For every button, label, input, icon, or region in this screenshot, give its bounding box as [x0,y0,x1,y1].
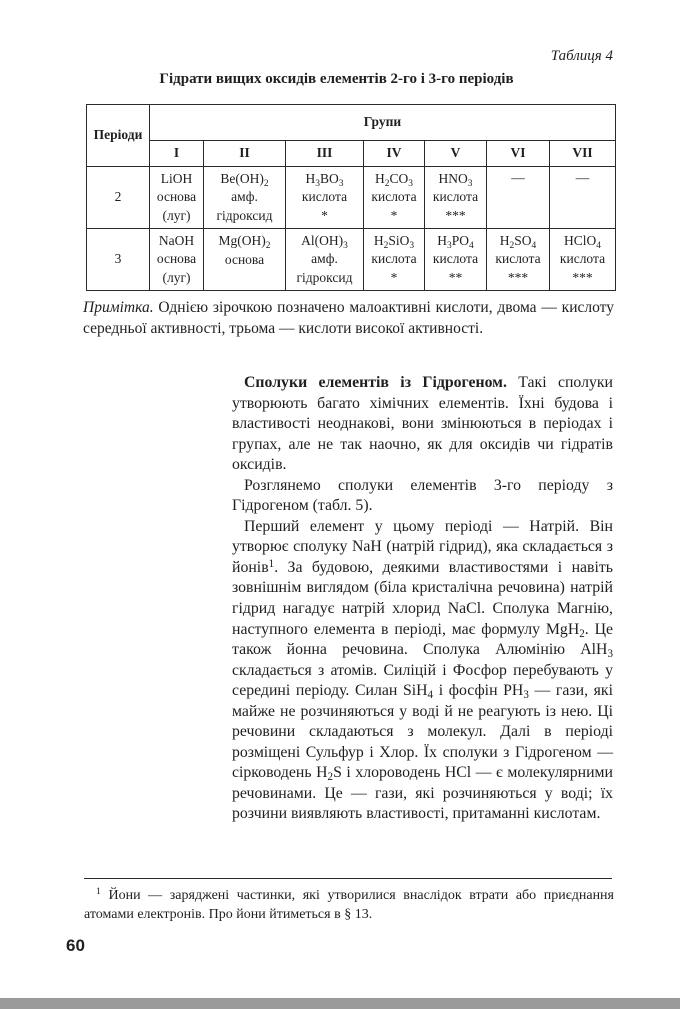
empty-cell: — [487,167,550,229]
header-groups: Групи [150,105,616,141]
group-header: IV [364,141,425,167]
group-header: I [150,141,204,167]
empty-cell: — [550,167,616,229]
table-row [87,167,616,229]
hydrate-extra: (луг) [162,207,191,223]
formula: $H_2SiO_3$ [373,232,415,251]
note-text: Однією зірочкою позначено малоактивні кислоти, двома — кислоту середньої активності, трьома — кислоти високої активності. [83,299,614,337]
hydrate-type: амф. [311,251,338,267]
header-periods: Періоди [87,105,150,167]
hydrate-cell [286,229,364,291]
hydrate-type: кислота [301,189,348,205]
formula: $H_3PO_4$ [437,232,474,251]
table-note [83,298,614,339]
hydrates-table [86,104,616,291]
section-heading: Сполуки елементів із Гідрогеном. [244,374,507,391]
hydrate-cell [550,229,616,291]
hydrate-type: основа [156,251,197,267]
hydrate-cell [204,167,286,229]
hydrate-extra: * [390,207,398,223]
hydrate-cell [204,229,286,291]
footnote: $^1$ Йони — заряджені частинки, які утворилися внаслідок втрати або приєднання атомами електронів. Про йони йтиметься в § 13. [84,886,614,922]
hydrate-extra: *** [445,207,466,223]
formula: LiOH [160,170,193,186]
formula: HClO$_4$ [564,232,601,251]
hydrate-type: амф. [231,189,258,205]
footnote-mark: 1 [96,886,101,897]
formula: $H_2SO_4$ [499,232,537,251]
formula: $H_2CO_3$ [375,170,413,189]
hydrate-type: основа [224,251,265,267]
group-header: III [286,141,364,167]
formula: $HNO_3$ [438,170,473,189]
hydrate-extra: * [390,269,398,285]
hydrate-extra: ** [448,269,463,285]
hydrate-type: кислота [432,189,479,205]
body-text [232,373,613,825]
period-cell: 2 [87,167,150,229]
page-number: 60 [66,936,85,955]
group-header: VI [487,141,550,167]
hydrate-type: кислота [371,189,417,205]
group-header: VII [550,141,616,167]
hydrate-extra: гідроксид [296,269,353,285]
footnote-ref[interactable]: 1 [268,557,275,570]
table-title: Гідрати вищих оксидів елементів 2-го і 3-го періодів [159,71,514,87]
paragraph: Перший елемент у цьому періоді — Натрій. Він утворює сполуку NaH (натрій гідрид), яка складається з йонів$^1$. За будовою, деякими властивостями і навіть зовнішнім виглядом (біла кристалічна речовина) натрій гідрид нагадує натрій хлорид NaCl. Сполука Магнію, наступного елемента в періоді, має формулу MgH$_2$. Це також йонна речовина. Сполука Алюмінію AlH$_3$ складається з атомів. Силіцій і Фосфор перебувають у середині періоду. Силан SiH$_4$ і фосфін $PH_3$ — гази, які майже не розчиняються у воді й не реагують із нею. Ці речовини складаються з молекул. Далі в періоді розміщені Сульфур і Хлор. Їх сполуки з Гідрогеном — сірководень $H_2S$ і хлороводень HCl — є молекулярними речовинами. Це — гази, які розчиняються у воді; їх розчини виявляють властивості, притаманні кислотам. [232,517,613,823]
formula: $Mg(OH)_2$ [218,233,271,251]
hydrate-extra: (луг) [162,269,191,285]
formula: NaOH [158,232,195,248]
formula: $Al(OH)_3$ [301,232,348,251]
hydrate-type: кислота [559,251,606,267]
group-header: V [425,141,487,167]
hydrate-type: основа [156,189,197,205]
hydrate-extra: * [321,207,328,223]
hydrate-type: кислота [495,251,541,267]
formula: $Be(OH)_2$ [220,170,269,189]
hydrate-cell [487,229,550,291]
hydrate-cell [364,229,425,291]
hydrate-cell [150,229,204,291]
hydrate-cell [425,167,487,229]
hydrate-extra: *** [572,269,593,285]
hydrate-cell [286,167,364,229]
hydrate-cell [364,167,425,229]
bottom-bar [0,998,680,1009]
hydrate-cell [150,167,204,229]
hydrate-type: кислота [371,251,417,267]
hydrate-extra: *** [507,269,529,285]
paragraph: Сполуки елементів із Гідрогеном. Такі сполуки утворюють багато хімічних елементів. Їхні будова і властивості неоднакові, вони змінюються в періодах і групах, але не так наочно, як для оксидів чи гідратів оксидів. [232,374,614,474]
period-cell: 3 [87,229,150,291]
table-label: Таблиця 4 [550,48,613,64]
hydrate-type: кислота [432,251,479,267]
table-row [87,229,616,291]
formula: $H_3BO_3$ [305,170,344,189]
note-label: Примітка. [83,299,154,316]
paragraph: Розглянемо сполуки елементів 3-го періоду з Гідрогеном (табл. 5). [232,476,613,515]
footnote-divider [84,878,612,879]
group-header: II [204,141,286,167]
hydrate-extra: гідроксид [216,207,273,223]
hydrate-cell [425,229,487,291]
